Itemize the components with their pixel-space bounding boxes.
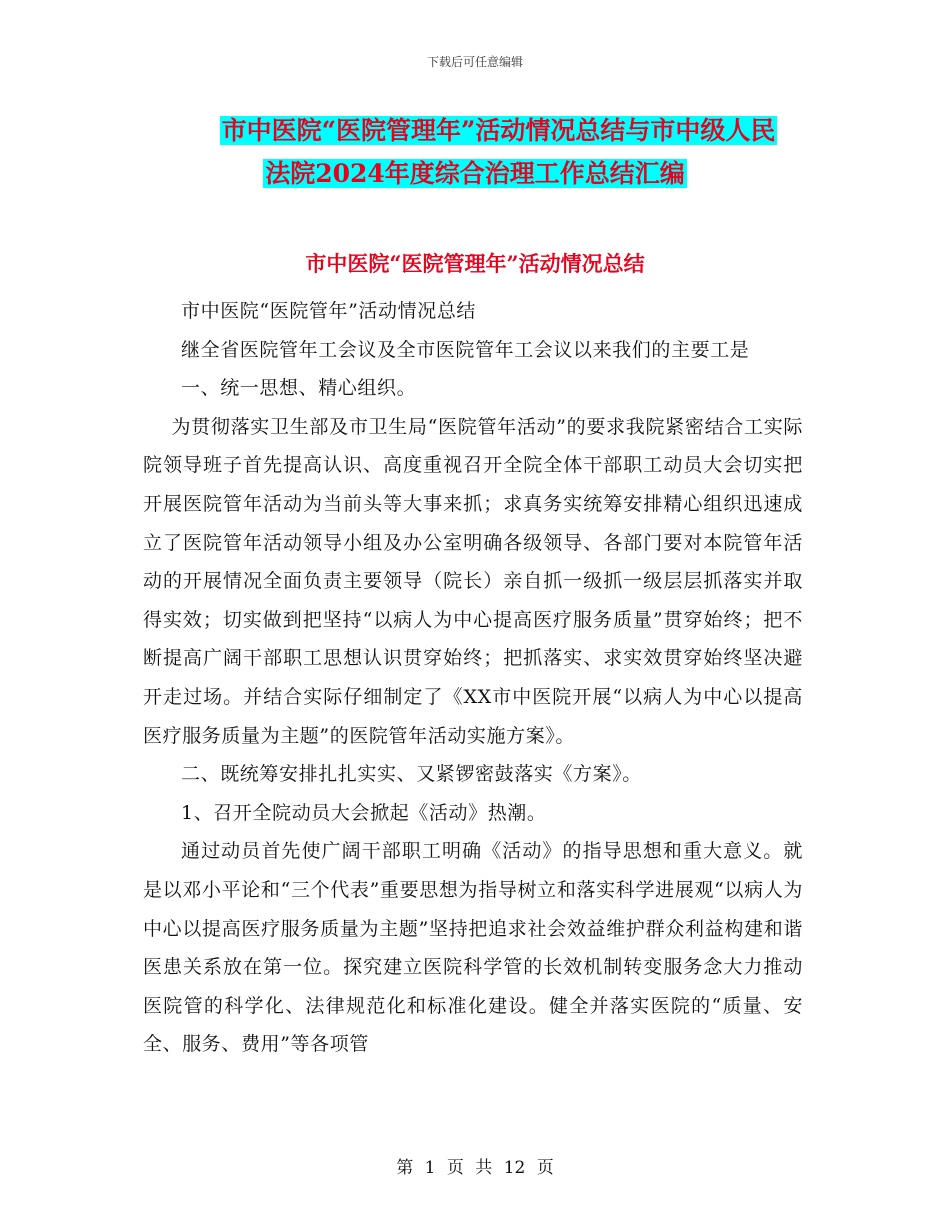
paragraph: 一、统一思想、精心组织。 — [181, 377, 417, 400]
paragraph: 市中医院“医院管年”活动情况总结 — [181, 300, 477, 322]
paragraph: 为贯彻落实卫生部及市卫生局“医院管年活动”的要求我院紧密结合工实际院领导班子首先提高认识、高度重视召开全院全体干部职工动员大会切实把开展医院管年活动为当前头等大事来抓；求真务实统筹安排精心组织迅速成立了医院管年活动领导小组及办公室明确各级领导、各部门要对本院管年活动的开展情况全面负责主要领导（院长）亲自抓一级抓一级层层抓落实并取得实效；切实做到把坚持“以病人为中心提高医疗服务质量”贯穿始终；把不断提高广阔干部职工思想认识贯穿始终；把抓落实、求实效贯穿始终坚决避开走过场。并结合实际仔细制定了《XX市中医院开展“以病人为中心以提高医疗服务质量为主题”的医院管年活动实施方案》。 — [143, 415, 803, 747]
body-text — [143, 292, 803, 1064]
paragraph: 通过动员首先使广阔干部职工明确《活动》的指导思想和重大意义。就是以邓小平论和“三个代表”重要思想为指导树立和落实科学进展观“以病人为中心以提高医疗服务质量为主题”坚持把追求社会效益维护群众利益构建和谐医患关系放在第一位。探究建立医院科学管的长效机制转变服务念大力推动医院管的科学化、法律规范化和标准化建设。健全并落实医院的“质量、安全、服务、费用”等各项管 — [143, 840, 803, 1056]
document-title-line-1 — [0, 112, 950, 150]
paragraph: 1、召开全院动员大会掀起《活动》热潮。 — [181, 801, 547, 824]
paragraph: 二、既统筹安排扎扎实实、又紧锣密鼓落实《方案》。 — [181, 763, 642, 786]
page-number-footer: 第 1 页 共 12 页 — [396, 1158, 554, 1178]
document-title-text-2: 法院2024年度综合治理工作总结汇编 — [265, 159, 685, 188]
paragraph: 继全省医院管年工会议及全市医院管年工会议以来我们的主要工是 — [181, 338, 750, 361]
header-note: 下载后可任意编辑 — [426, 55, 523, 69]
document-title-line-2 — [0, 155, 950, 193]
section-title: 市中医院“医院管理年”活动情况总结 — [305, 251, 645, 276]
document-title-text-1: 市中医院“医院管理年”活动情况总结与市中级人民 — [221, 116, 776, 145]
